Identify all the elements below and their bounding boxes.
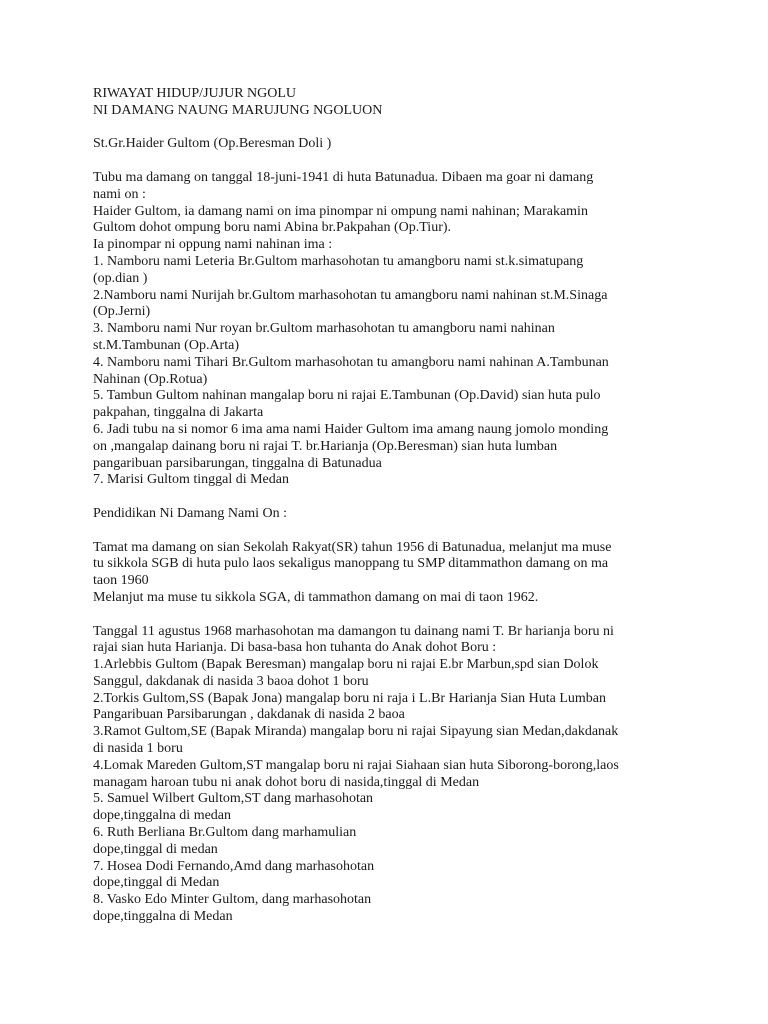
text-line: tu sikkola SGB di huta pulo laos sekaligus manoppang tu SMP ditammathon damang on ma — [93, 556, 609, 572]
text-line: 3.Ramot Gultom,SE (Bapak Miranda) mangalap boru ni rajai Sipayung sian Medan,dakdanak — [93, 724, 619, 740]
text-line: Tubu ma damang on tanggal 18-juni-1941 di huta Batunadua. Dibaen ma goar ni damang — [93, 169, 594, 185]
paragraph-spacer — [93, 153, 693, 170]
title-line: NI DAMANG NAUNG MARUJUNG NGOLUON — [93, 102, 383, 118]
text-line: 5. Tambun Gultom nahinan mangalap boru ni rajai E.Tambunan (Op.David) sian huta pulo — [93, 388, 601, 404]
paragraph-spacer — [93, 489, 693, 506]
paragraph-spacer — [93, 607, 693, 624]
text-line: 4. Namboru nami Tihari Br.Gultom marhasohotan tu amangboru nami nahinan A.Tambunan — [93, 354, 609, 370]
education-heading: Pendidikan Ni Damang Nami On : — [93, 505, 288, 521]
text-line: on ,mangalap dainang boru ni rajai T. br.Harianja (Op.Beresman) sian huta lumban — [93, 438, 558, 454]
text-line: 6. Ruth Berliana Br.Gultom dang marhamulian — [93, 825, 357, 841]
text-line: st.M.Tambunan (Op.Arta) — [93, 337, 239, 353]
text-line: dope,tinggalna di Medan — [93, 909, 233, 925]
text-line: pakpahan, tinggalna di Jakarta — [93, 405, 264, 421]
title-line: RIWAYAT HIDUP/JUJUR NGOLU — [93, 86, 297, 101]
text-line: 7. Hosea Dodi Fernando,Amd dang marhasohotan — [93, 858, 375, 874]
text-line: rajai sian huta Harianja. Di basa-basa hon tuhanta do Anak dohot Boru : — [93, 640, 497, 656]
text-line: 1. Namboru nami Leteria Br.Gultom marhasohotan tu amangboru nami st.k.simatupang — [93, 253, 584, 269]
text-line: Haider Gultom, ia damang nami on ima pinompar ni ompung nami nahinan; Marakamin — [93, 203, 588, 219]
text-line: Pangaribuan Parsibarungan , dakdanak di nasida 2 baoa — [93, 707, 405, 723]
text-line: 3. Namboru nami Nur royan br.Gultom marhasohotan tu amangboru nami nahinan — [93, 321, 555, 337]
text-line: dope,tinggal di Medan — [93, 875, 220, 891]
text-line: Gultom dohot ompung boru nami Abina br.Pakpahan (Op.Tiur). — [93, 220, 452, 236]
text-line: 5. Samuel Wilbert Gultom,ST dang marhasohotan — [93, 791, 374, 807]
text-line: Melanjut ma muse tu sikkola SGA, di tammathon damang on mai di taon 1962. — [93, 589, 539, 605]
text-line: 2.Namboru nami Nurijah br.Gultom marhasohotan tu amangboru nami nahinan st.M.Sinaga — [93, 287, 608, 303]
text-line: nami on : — [93, 186, 146, 202]
text-line: (Op.Jerni) — [93, 304, 151, 320]
text-line: 1.Arlebbis Gultom (Bapak Beresman) mangalap boru ni rajai E.br Marbun,spd sian Dolok — [93, 657, 599, 673]
text-line: Tamat ma damang on sian Sekolah Rakyat(SR) tahun 1956 di Batunadua, melanjut ma muse — [93, 539, 612, 555]
text-line: 4.Lomak Mareden Gultom,ST mangalap boru ni rajai Siahaan sian huta Siborong-borong,laos — [93, 757, 619, 773]
text-line: 2.Torkis Gultom,SS (Bapak Jona) mangalap boru ni raja i L.Br Harianja Sian Huta Lumban — [93, 690, 607, 706]
document-page — [93, 86, 693, 926]
birth-paragraph — [93, 170, 693, 489]
text-line: pangaribuan parsibarungan, tinggalna di Batunadua — [93, 455, 382, 471]
text-line: taon 1960 — [93, 573, 149, 589]
paragraph-spacer — [93, 523, 693, 540]
text-line: 8. Vasko Edo Minter Gultom, dang marhasohotan — [93, 892, 372, 908]
text-line: dope,tinggalna di medan — [93, 808, 232, 824]
text-line: 6. Jadi tubu na si nomor 6 ima ama nami Haider Gultom ima amang naung jomolo monding — [93, 421, 609, 437]
text-line: dope,tinggal di medan — [93, 841, 218, 857]
marriage-paragraph — [93, 624, 693, 926]
text-line: Ia pinompar ni oppung nami nahinan ima : — [93, 237, 333, 253]
text-line: 7. Marisi Gultom tinggal di Medan — [93, 472, 289, 488]
paragraph-spacer — [93, 120, 693, 137]
text-line: Sanggul, dakdanak di nasida 3 baoa dohot 1 boru — [93, 673, 369, 689]
text-line: Tanggal 11 agustus 1968 marhasohotan ma damangon tu dainang nami T. Br harianja boru ni — [93, 623, 614, 639]
document-title — [93, 86, 693, 120]
text-line: (op.dian ) — [93, 270, 148, 286]
text-line: Nahinan (Op.Rotua) — [93, 371, 208, 387]
text-line: managam haroan tubu ni anak dohot boru di nasida,tinggal di Medan — [93, 774, 480, 790]
education-paragraph — [93, 540, 693, 607]
subject-name: St.Gr.Haider Gultom (Op.Beresman Doli ) — [93, 136, 332, 152]
text-line: di nasida 1 boru — [93, 741, 183, 757]
